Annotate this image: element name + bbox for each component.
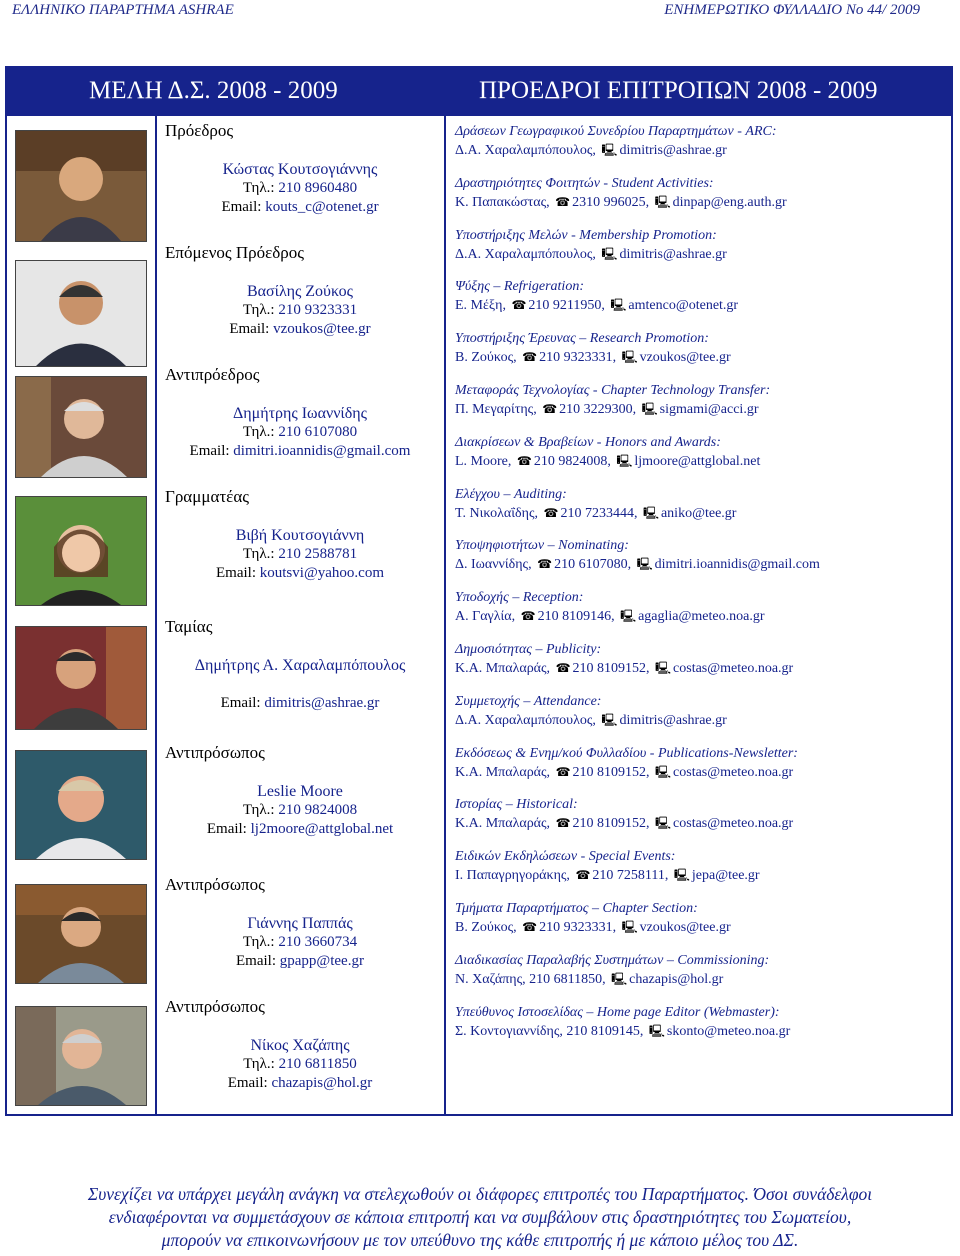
chair-email[interactable]: costas@meteo.noa.gr [673, 816, 794, 832]
role-delegate-1: Αντιπρόσωπος [165, 743, 265, 762]
member-tel: Τηλ.: 210 6811850 [243, 1056, 357, 1072]
computer-icon: 🖳 [601, 143, 618, 157]
chair-phone: 210 9323331, [539, 350, 617, 366]
chair-name: Δ. Ιωαννίδης, [455, 557, 532, 573]
committee-chair [455, 348, 945, 367]
chair-name: Κ.Α. Μπαλαράς, [455, 764, 551, 780]
chair-phone: 210 8109146, [537, 609, 615, 625]
role-vice-president: Αντιπρόεδρος [165, 365, 260, 384]
computer-icon: 🖳 [655, 816, 672, 831]
committee-entry [455, 382, 945, 419]
committee-title: Υπεύθυνος Ιστοσελίδας – Home page Editor (Webmaster): [455, 1004, 780, 1020]
member-tel: Τηλ.: 210 2588781 [242, 546, 358, 562]
member-email: Email: kouts_c@otenet.gr [221, 199, 379, 215]
header-left: ΕΛΛΗΝΙΚΟ ΠΑΡΑΡΤΗΜΑ ASHRAE [12, 1, 234, 18]
committee-chair [455, 711, 945, 730]
member-delegate-1 [160, 782, 440, 839]
chair-email[interactable]: dimitris@ashrae.gr [619, 143, 727, 158]
phone-icon: ☎ [555, 816, 571, 831]
member-vice-president [160, 404, 440, 461]
chair-name: Π. Μεγαρίτης, [455, 402, 537, 417]
member-email: Email: dimitri.ioannidis@gmail.com [189, 443, 411, 459]
computer-icon: 🖳 [654, 194, 671, 209]
computer-icon: 🖳 [616, 453, 633, 468]
running-header [12, 0, 920, 20]
member-name: Κώστας Κουτσογιάννης [222, 161, 378, 178]
computer-icon: 🖳 [641, 402, 658, 416]
header-right: ΕΝΗΜΕΡΩΤΙΚΟ ΦΥΛΛΑΔΙΟ Νο 44/ 2009 [664, 1, 920, 18]
committee-title: Ψύξης – Refrigeration: [455, 279, 584, 295]
committee-title: Υποστήριξης Μελών - Membership Promotion: [455, 227, 717, 243]
computer-icon: 🖳 [611, 971, 628, 986]
committee-entry [455, 175, 945, 212]
committee-chair [455, 763, 945, 782]
member-photo-6 [15, 750, 147, 860]
chair-name: Ι. Παπαγρηγοράκης, [455, 868, 570, 884]
chair-email[interactable]: dimitris@ashrae.gr [619, 246, 727, 262]
portrait-icon [16, 627, 146, 729]
committee-chair [455, 814, 945, 833]
computer-icon: 🖳 [610, 298, 627, 313]
chair-phone: 210 8109152, [572, 661, 650, 676]
member-treasurer [160, 656, 440, 713]
member-name: Νίκος Χαζάπης [250, 1037, 350, 1054]
member-photo-1 [15, 130, 147, 242]
chair-name: Δ.Α. Χαραλαμπόπουλος, [455, 246, 596, 262]
phone-icon: ☎ [555, 194, 571, 209]
chair-email[interactable]: dimitri.ioannidis@gmail.com [654, 557, 820, 573]
phone-icon: ☎ [537, 557, 553, 572]
phone-icon: ☎ [542, 402, 558, 416]
chair-name: Κ.Α. Μπαλαράς, [455, 661, 551, 676]
committee-entry [455, 641, 945, 678]
chair-phone: 210 8109152, [572, 764, 650, 780]
chair-email[interactable]: aniko@tee.gr [660, 505, 737, 521]
computer-icon: 🖳 [673, 868, 690, 883]
committee-chair [455, 918, 945, 937]
chair-name: Ν. Χαζάπης, 210 6811850, [455, 971, 606, 987]
chair-name: Ε. Μέξη, [455, 298, 506, 314]
phone-icon: ☎ [575, 868, 591, 883]
chair-email[interactable]: skonto@meteo.noa.gr [666, 1023, 791, 1039]
chair-name: L. Moore, [455, 453, 512, 469]
committee-title: Ελέγχου – Auditing: [455, 486, 567, 502]
member-secretary [160, 526, 440, 583]
chair-phone: 210 9323331, [539, 920, 617, 935]
computer-icon: 🖳 [601, 712, 618, 727]
portrait-icon [16, 1007, 146, 1105]
committee-entry [455, 486, 945, 523]
committee-title: Υποστήριξης Έρευνας – Research Promotion: [455, 331, 709, 347]
footer-line-2: ενδιαφέρονται να συμμετάσχουν σε κάποια επιτροπή και να συμβάλουν στις δραστηριότητες του Σωματείου, [108, 1207, 852, 1227]
member-tel: Τηλ.: 210 9323331 [242, 302, 358, 318]
committee-entry [455, 123, 945, 160]
member-photo-3 [15, 376, 147, 478]
committee-title: Δράσεων Γεωγραφικού Συνεδρίου Παραρτημάτων - ARC: [455, 124, 777, 139]
member-delegate-2 [160, 914, 440, 971]
chair-email[interactable]: costas@meteo.noa.gr [673, 661, 794, 676]
committee-entry [455, 693, 945, 730]
committee-entry [455, 537, 945, 574]
member-email: Email: vzoukos@tee.gr [229, 321, 371, 337]
committee-chair [455, 607, 945, 626]
chair-name: Κ. Παπακώστας, [455, 194, 550, 210]
committee-entry [455, 589, 945, 626]
chair-name: Β. Ζούκος, [455, 350, 517, 366]
chair-email[interactable]: agaglia@meteo.noa.gr [638, 609, 765, 625]
chair-phone: 210 9824008, [533, 453, 611, 469]
member-email: Email: dimitris@ashrae.gr [220, 695, 380, 711]
member-name: Leslie Moore [257, 783, 343, 800]
footer-line-3: μπορούν να επικοινωνήσουν με τον υπεύθυνο της κάθε επιτροπής ή με κάποιο μέλος του ΔΣ. [161, 1230, 799, 1250]
portrait-icon [16, 377, 146, 477]
computer-icon: 🖳 [620, 609, 637, 624]
chair-phone: 210 7233444, [560, 505, 638, 521]
committee-title: Διακρίσεων & Βραβείων - Honors and Awards: [455, 434, 721, 450]
committee-entry [455, 900, 945, 937]
phone-icon: ☎ [522, 920, 538, 934]
footer-line-1: Συνεχίζει να υπάρχει μεγάλη ανάγκη να στελεχωθούν οι διάφορες επιτροπές του Παραρτήματος. Όσοι συνάδελφοι [87, 1184, 873, 1204]
committee-title: Διαδικασίας Παραλαβής Συστημάτων – Commissioning: [455, 952, 770, 968]
committee-chair [455, 245, 945, 264]
member-email: Email: lj2moore@attglobal.net [206, 821, 394, 837]
member-tel: Τηλ.: 210 3660734 [242, 934, 358, 950]
board-title: ΜΕΛΗ Δ.Σ. 2008 - 2009 [89, 77, 338, 104]
computer-icon: 🖳 [642, 505, 659, 520]
chair-email[interactable]: jepa@tee.gr [691, 868, 760, 884]
computer-icon: 🖳 [655, 661, 672, 675]
committee-title: Ιστορίας – Historical: [455, 797, 578, 813]
member-photo-5 [15, 626, 147, 730]
chair-phone: 210 3229300, [559, 402, 637, 417]
committee-entry [455, 796, 945, 833]
chair-email[interactable]: dimitris@ashrae.gr [619, 712, 727, 728]
committee-entry [455, 1004, 945, 1041]
member-name: Δημήτρης Α. Χαραλαμπόπουλος [194, 657, 406, 674]
committee-entry [455, 848, 945, 885]
committee-chair [455, 141, 945, 160]
member-photo-4 [15, 496, 147, 606]
committee-chair [455, 970, 945, 989]
committee-chair [455, 659, 945, 678]
portrait-icon [16, 261, 146, 366]
chair-email[interactable]: vzoukos@tee.gr [639, 350, 731, 366]
chair-phone: 210 9211950, [528, 298, 605, 314]
phone-icon: ☎ [555, 661, 571, 675]
member-tel: Τηλ.: 210 6107080 [242, 424, 358, 440]
committee-entry [455, 952, 945, 989]
committee-entry [455, 434, 945, 471]
committee-title: Υποδοχής – Reception: [455, 590, 584, 606]
phone-icon: ☎ [511, 298, 527, 313]
computer-icon: 🖳 [648, 1023, 665, 1038]
member-tel: Τηλ.: 210 8960480 [242, 180, 358, 196]
chair-email[interactable]: dinpap@eng.auth.gr [672, 194, 787, 210]
committee-chair [455, 296, 945, 315]
member-photo-2 [15, 260, 147, 367]
member-name: Βιβή Κουτσογιάννη [235, 527, 365, 544]
member-delegate-3 [160, 1036, 440, 1093]
portrait-icon [16, 497, 146, 605]
member-email: Email: koutsvi@yahoo.com [216, 565, 384, 581]
member-name: Γιάννης Παππάς [247, 915, 353, 932]
chair-email[interactable]: sigmami@acci.gr [659, 402, 759, 417]
committee-entry [455, 745, 945, 782]
member-email: Email: gpapp@tee.gr [236, 953, 364, 969]
role-secretary: Γραμματέας [165, 487, 249, 506]
chair-phone: 210 8109152, [572, 816, 650, 832]
role-delegate-2: Αντιπρόσωπος [165, 875, 265, 894]
chair-name: Σ. Κοντογιαννίδης, 210 8109145, [455, 1023, 644, 1039]
chair-name: Δ.Α. Χαραλαμπόπουλος, [455, 143, 596, 158]
computer-icon: 🖳 [621, 350, 638, 365]
chair-name: Β. Ζούκος, [455, 920, 517, 935]
member-spacer [160, 675, 440, 694]
member-email: Email: chazapis@hol.gr [227, 1075, 373, 1091]
photo-column [7, 118, 155, 1114]
member-photo-7 [15, 884, 147, 984]
committee-chair [455, 555, 945, 574]
computer-icon: 🖳 [621, 920, 638, 934]
committee-title: Ειδικών Εκδηλώσεων - Special Events: [455, 849, 676, 865]
member-photo-8 [15, 1006, 147, 1106]
role-president-elect: Επόμενος Πρόεδρος [165, 243, 305, 262]
chair-name: Δ.Α. Χαραλαμπόπουλος, [455, 712, 596, 728]
phone-icon: ☎ [543, 505, 559, 520]
committee-title: Μεταφοράς Τεχνολογίας - Chapter Technology Transfer: [455, 383, 771, 398]
chair-name: Τ. Νικολαΐδης, [455, 505, 538, 521]
phone-icon: ☎ [555, 764, 571, 779]
divider-columns [444, 116, 446, 1116]
footer-note [10, 1183, 950, 1252]
committee-title: Εκδόσεως & Ενημ/κού Φυλλαδίου - Publications-Newsletter: [455, 745, 798, 761]
chair-email[interactable]: chazapis@hol.gr [629, 971, 724, 987]
chair-phone: 2310 996025, [572, 194, 650, 210]
committee-entry [455, 330, 945, 367]
phone-icon: ☎ [516, 453, 532, 468]
title-bar [5, 66, 953, 116]
computer-icon: 🖳 [636, 557, 653, 572]
phone-icon: ☎ [522, 350, 538, 365]
portrait-icon [16, 131, 146, 241]
role-delegate-3: Αντιπρόσωπος [165, 997, 265, 1016]
committee-entry [455, 278, 945, 315]
committee-title: Δραστηριότητες Φοιτητών - Student Activities: [455, 175, 714, 191]
chair-name: Κ.Α. Μπαλαράς, [455, 816, 551, 832]
committee-chair [455, 452, 945, 471]
chair-email[interactable]: amtenco@otenet.gr [628, 298, 739, 314]
committee-chair [455, 1022, 945, 1041]
chair-email[interactable]: costas@meteo.noa.gr [673, 764, 794, 780]
phone-icon: ☎ [520, 609, 536, 624]
committee-title: Δημοσιότητας – Publicity: [455, 642, 602, 657]
committee-title: Τμήματα Παραρτήματος – Chapter Section: [455, 901, 698, 916]
committee-chair [455, 866, 945, 885]
committee-title: Υποψηφιοτήτων – Nominating: [455, 538, 629, 554]
role-president: Πρόεδρος [165, 121, 234, 140]
member-name: Βασίλης Ζούκος [246, 283, 354, 300]
computer-icon: 🖳 [601, 246, 618, 261]
role-treasurer: Ταμίας [165, 617, 213, 636]
committee-title: Συμμετοχής – Attendance: [455, 693, 602, 709]
portrait-icon [16, 885, 146, 983]
divider-photos [155, 116, 157, 1116]
committees-title: ΠΡΟΕΔΡΟΙ ΕΠΙΤΡΟΠΩΝ 2008 - 2009 [479, 77, 878, 104]
member-president-elect [160, 282, 440, 339]
computer-icon: 🖳 [655, 764, 672, 779]
portrait-icon [16, 751, 146, 859]
committee-chair [455, 504, 945, 523]
chair-email[interactable]: vzoukos@tee.gr [639, 920, 731, 935]
committee-chair [455, 400, 945, 419]
chair-name: Α. Γαγλία, [455, 609, 516, 625]
member-tel: Τηλ.: 210 9824008 [242, 802, 358, 818]
member-president [160, 160, 440, 217]
chair-email[interactable]: ljmoore@attglobal.net [634, 453, 761, 469]
member-name: Δημήτρης Ιωαννίδης [233, 405, 367, 422]
committee-chair [455, 193, 945, 212]
committee-entry [455, 227, 945, 264]
chair-phone: 210 6107080, [554, 557, 632, 573]
chair-phone: 210 7258111, [592, 868, 669, 884]
